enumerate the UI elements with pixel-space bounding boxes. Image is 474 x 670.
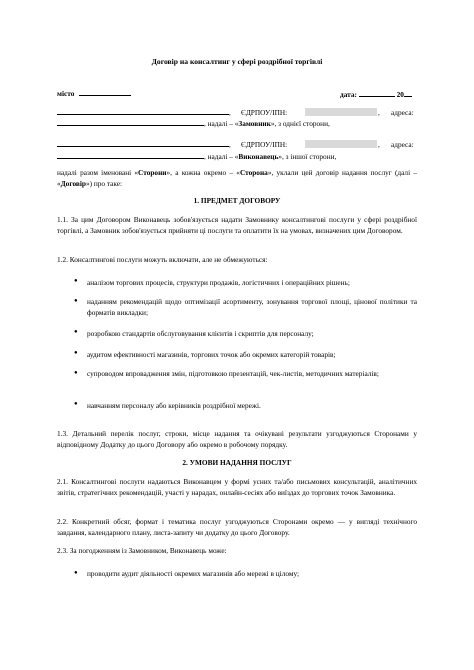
section1-heading: 1. ПРЕДМЕТ ДОГОВОРУ [193,196,281,205]
customer-edrpou-field[interactable] [305,108,377,116]
bullet-dot: ● [74,401,78,407]
service-item-5: супроводом впровадження змін, підготовкою презентацій, чек-листів, методичних матеріалів; [87,369,379,378]
bullet-dot: ● [74,278,78,284]
date-line [340,89,412,99]
year-label: 20 [396,90,404,99]
clause-1-1: 1.1. За цим Договором Виконавець зобов'язується надати Замовнику консалтингові послуги у сфері роздрібної торгівлі, а Замовник зобов'язується прийняти ці послуги та оплатити їх на умовах, визначених цим Договором. [57,215,417,235]
service-item-2: наданням рекомендацій щодо оптимізації асортименту, зонування торгової площі, цінової політики та форматів викладки; [87,297,417,317]
clause-2-2: 2.2. Конкретний обсяг, формат і тематика послуг узгоджуються Сторонами окремо — у вигляді технічного завдання, календарного плану, листа-запиту чи додатку до цього Договору. [57,517,417,537]
customer-role: Замовник [238,119,271,128]
contractor-line1-tail: , [229,140,231,149]
customer-comma: , [378,108,380,117]
date-label: дата: [340,90,357,99]
year-field[interactable] [404,89,412,97]
contractor-address-field[interactable] [57,151,204,159]
customer-role-line: , надалі – «Замовник», з однієї сторони, [204,119,330,128]
contractor-role: Виконавець [238,152,279,161]
intro-paragraph: надалі разом іменовані «Сторони», а кожна окремо – «Сторона», уклали цей договір надання послуг (далі – «Договір») про таке: [57,168,417,188]
document-title: Договір на консалтинг у сфері роздрібної торгівлі [151,57,323,66]
customer-name-field[interactable] [57,107,229,115]
service-item-3: розробкою стандартів обслуговування клієнтів і скриптів для персоналу; [87,329,314,338]
section2-heading: 2. УМОВИ НАДАННЯ ПОСЛУГ [182,458,292,467]
city-field[interactable] [79,88,131,96]
clause-1-3: 1.3. Детальний перелік послуг, строки, місце надання та очікувані результати узгоджуються Сторонами у відповідному Додатку до цього Договору або окремо в робочому порядку. [57,429,417,449]
customer-address-field[interactable] [57,118,204,126]
bullet-dot: ● [74,298,78,304]
service-item-4: аудитом ефективності магазинів, торгових точок або окремих категорій товарів; [87,350,336,359]
contractor-edrpou-label: ЄДРПОУ/ІПН: [241,140,288,149]
customer-edrpou-label: ЄДРПОУ/ІПН: [241,108,288,117]
service-item-1: аналізом торгових процесів, структури продажів, логістичних і операційних рішень; [87,278,350,287]
date-field[interactable] [359,89,395,97]
city-label: місто [57,89,75,98]
contractor-address-label: адреса: [391,140,414,149]
bullet-dot: ● [74,570,78,576]
option-item-1: проводити аудит діяльності окремих магазинів або мережі в цілому; [87,569,300,578]
bullet-dot: ● [74,370,78,376]
contractor-name-field[interactable] [57,139,229,147]
clause-2-3: 2.3. За погодженням із Замовником, Виконавець може: [57,546,227,555]
customer-line1-tail: , [229,108,231,117]
service-item-6: навчанням персоналу або керівників роздрібної мережі. [87,401,261,410]
customer-address-label: адреса: [391,108,414,117]
bullet-dot: ● [74,329,78,335]
clause-1-2: 1.2. Консалтингові послуги можуть включати, але не обмежуються: [57,255,268,264]
clause-2-1: 2.1. Консалтингові послуги надаються Виконавцем у формі усних та/або письмових консультацій, аналітичних звітів, стратегічних рекомендацій, участі у нарадах, онлайн-сесіях або виїздах до торгових точок Замовника. [57,477,417,497]
contractor-comma: , [378,140,380,149]
bullet-dot: ● [74,350,78,356]
contractor-role-line: , надалі – «Виконавець», з іншої сторони, [204,152,337,161]
contractor-edrpou-field[interactable] [305,140,377,148]
